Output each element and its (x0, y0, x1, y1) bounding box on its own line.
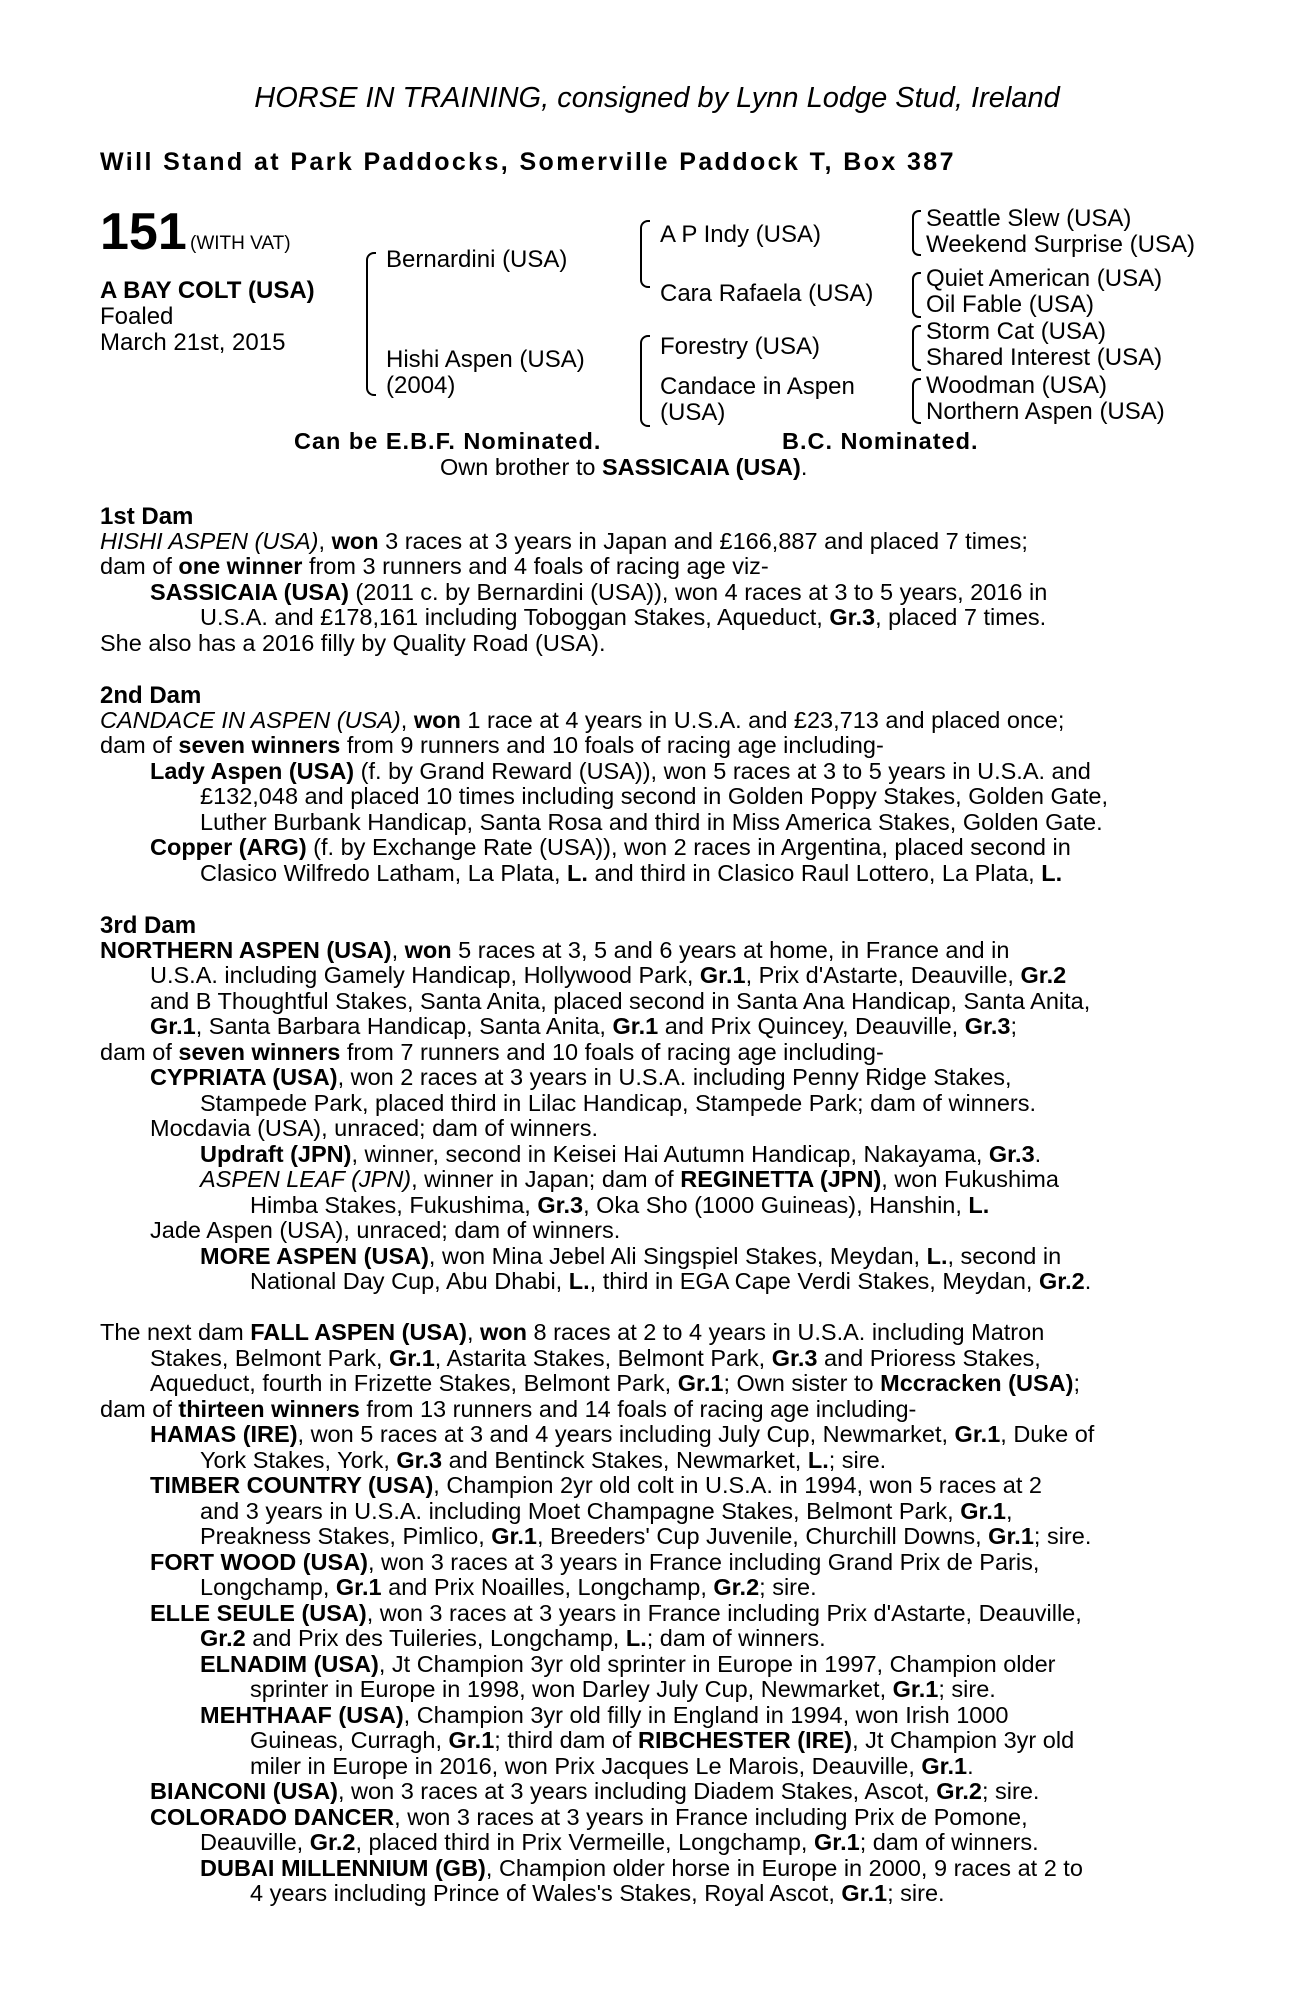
gen3-brace-1 (912, 210, 921, 256)
dam3-line: Himba Stakes, Fukushima, Gr.3, Oka Sho (1000 Guineas), Hanshin, L. (250, 1192, 990, 1218)
pedigree-dam-sire: Forestry (USA) (660, 333, 821, 360)
pedigree-sire: Bernardini (USA) (386, 246, 568, 273)
dam2-line: CANDACE IN ASPEN (USA), won 1 race at 4 years in U.S.A. and £23,713 and placed once; (100, 707, 1065, 733)
dam-line-brace (640, 335, 650, 427)
next-dam-line: BIANCONI (USA), won 3 races at 3 years including Diadem Stakes, Ascot, Gr.2; sire. (150, 1778, 1040, 1804)
dam3-line: Updraft (JPN), winner, second in Keisei Hai Autumn Handicap, Nakayama, Gr.3. (200, 1141, 1042, 1167)
dam3-line: Gr.1, Santa Barbara Handicap, Santa Anita, Gr.1 and Prix Quincey, Deauville, Gr.3; (150, 1013, 1017, 1039)
gen3-brace-2 (912, 272, 921, 318)
next-dam-line: MEHTHAAF (USA), Champion 3yr old filly in England in 1994, won Irish 1000 (200, 1702, 1009, 1728)
pedigree-dam: Hishi Aspen (USA) (386, 346, 585, 373)
next-dam-line: sprinter in Europe in 1998, won Darley July Cup, Newmarket, Gr.1; sire. (250, 1676, 996, 1702)
dam2-line: Copper (ARG) (f. by Exchange Rate (USA)), won 2 races in Argentina, placed second in (150, 834, 1071, 860)
gen3-brace-4 (912, 378, 921, 424)
own-brother-prefix: Own brother to (440, 454, 602, 480)
pedigree-ddd: Northern Aspen (USA) (926, 398, 1165, 425)
next-dam-line: ELNADIM (USA), Jt Champion 3yr old sprinter in Europe in 1997, Champion older (200, 1651, 1056, 1677)
pedigree-ssd: Weekend Surprise (USA) (926, 231, 1195, 258)
dam3-line: Stampede Park, placed third in Lilac Handicap, Stampede Park; dam of winners. (200, 1090, 1036, 1116)
next-dam-line: dam of thirteen winners from 13 runners and 14 foals of racing age including- (100, 1396, 917, 1422)
dam3-line: ASPEN LEAF (JPN), winner in Japan; dam of REGINETTA (JPN), won Fukushima (200, 1166, 1059, 1192)
pedigree-sire-dam: Cara Rafaela (USA) (660, 280, 874, 307)
own-brother-suffix: . (800, 454, 808, 480)
pedigree-dsd: Shared Interest (USA) (926, 344, 1163, 371)
next-dam-line: Stakes, Belmont Park, Gr.1, Astarita Stakes, Belmont Park, Gr.3 and Prioress Stakes, (150, 1345, 1041, 1371)
ebf-nomination: Can be E.B.F. Nominated. (294, 428, 602, 454)
stand-location: Will Stand at Park Paddocks, Somerville Paddock T, Box 387 (100, 148, 956, 176)
dam3-line: MORE ASPEN (USA), won Mina Jebel Ali Singspiel Stakes, Meydan, L., second in (200, 1243, 1062, 1269)
pedigree-sss: Seattle Slew (USA) (926, 205, 1132, 232)
next-dam-line: DUBAI MILLENNIUM (GB), Champion older horse in Europe in 2000, 9 races at 2 to (200, 1855, 1083, 1881)
dam3-line: Jade Aspen (USA), unraced; dam of winners. (150, 1217, 621, 1243)
section-1st-dam: 1st Dam (100, 503, 194, 530)
dam3-line: CYPRIATA (USA), won 2 races at 3 years in U.S.A. including Penny Ridge Stakes, (150, 1064, 1012, 1090)
next-dam-line: Guineas, Curragh, Gr.1; third dam of RIBCHESTER (IRE), Jt Champion 3yr old (250, 1727, 1075, 1753)
pedigree-dds: Woodman (USA) (926, 372, 1107, 399)
dam3-line: Mocdavia (USA), unraced; dam of winners. (150, 1115, 598, 1141)
dam3-line: U.S.A. including Gamely Handicap, Hollywood Park, Gr.1, Prix d'Astarte, Deauville, Gr.2 (150, 962, 1067, 988)
pedigree-sdd: Oil Fable (USA) (926, 291, 1095, 318)
dam3-line: National Day Cup, Abu Dhabi, L., third in EGA Cape Verdi Stakes, Meydan, Gr.2. (250, 1268, 1092, 1294)
dam1-line: She also has a 2016 filly by Quality Road (USA). (100, 630, 606, 656)
dam1-line: U.S.A. and £178,161 including Toboggan Stakes, Aqueduct, Gr.3, placed 7 times. (200, 604, 1047, 630)
pedigree-dam-dam-country: (USA) (660, 399, 726, 426)
dam1-line: dam of one winner from 3 runners and 4 foals of racing age viz- (100, 553, 769, 579)
own-brother-line (440, 454, 807, 481)
own-brother-name: SASSICAIA (USA) (601, 454, 801, 480)
next-dam-line: York Stakes, York, Gr.3 and Bentinck Stakes, Newmarket, L.; sire. (200, 1447, 887, 1473)
dam2-line: Lady Aspen (USA) (f. by Grand Reward (USA)), won 5 races at 3 to 5 years in U.S.A. and (150, 758, 1091, 784)
next-dam-line: The next dam FALL ASPEN (USA), won 8 races at 2 to 4 years in U.S.A. including Matron (100, 1319, 1045, 1345)
pedigree-dss: Storm Cat (USA) (926, 318, 1107, 345)
next-dam-line: Gr.2 and Prix des Tuileries, Longchamp, L.; dam of winners. (200, 1625, 826, 1651)
lot-description: A BAY COLT (USA) (100, 277, 315, 304)
next-dam-line: HAMAS (IRE), won 5 races at 3 and 4 years including July Cup, Newmarket, Gr.1, Duke of (150, 1421, 1095, 1447)
dam3-line: and B Thoughtful Stakes, Santa Anita, placed second in Santa Ana Handicap, Santa Anita, (150, 988, 1091, 1014)
section-2nd-dam: 2nd Dam (100, 682, 202, 709)
gen3-brace-3 (912, 325, 921, 371)
dam3-line: dam of seven winners from 7 runners and 10 foals of racing age including- (100, 1039, 884, 1065)
next-dam-line: and 3 years in U.S.A. including Moet Champagne Stakes, Belmont Park, Gr.1, (200, 1498, 1013, 1524)
dam1-line: HISHI ASPEN (USA), won 3 races at 3 years in Japan and £166,887 and placed 7 times; (100, 528, 1028, 554)
next-dam-line: ELLE SEULE (USA), won 3 races at 3 years in France including Prix d'Astarte, Deauville, (150, 1600, 1082, 1626)
bc-nomination: B.C. Nominated. (782, 428, 979, 454)
dam1-line: SASSICAIA (USA) (2011 c. by Bernardini (USA)), won 4 races at 3 to 5 years, 2016 in (150, 579, 1048, 605)
dam2-line: dam of seven winners from 9 runners and 10 foals of racing age including- (100, 732, 884, 758)
dam2-line: Clasico Wilfredo Latham, La Plata, L. and third in Clasico Raul Lottero, La Plata, L. (200, 860, 1063, 886)
next-dam-line: TIMBER COUNTRY (USA), Champion 2yr old colt in U.S.A. in 1994, won 5 races at 2 (150, 1472, 1043, 1498)
pedigree-sds: Quiet American (USA) (926, 265, 1163, 292)
next-dam-line: 4 years including Prince of Wales's Stakes, Royal Ascot, Gr.1; sire. (250, 1880, 945, 1906)
foaled-label: Foaled (100, 303, 174, 330)
sire-line-brace (640, 220, 650, 288)
next-dam-line: COLORADO DANCER, won 3 races at 3 years in France including Prix de Pomone, (150, 1804, 1028, 1830)
next-dam-line: Preakness Stakes, Pimlico, Gr.1, Breeders' Cup Juvenile, Churchill Downs, Gr.1; sire. (200, 1523, 1092, 1549)
next-dam-line: Aqueduct, fourth in Frizette Stakes, Belmont Park, Gr.1; Own sister to Mccracken (USA); (150, 1370, 1080, 1396)
sire-dam-brace (366, 252, 376, 396)
pedigree-dam-dam: Candace in Aspen (660, 373, 855, 400)
pedigree-sire-sire: A P Indy (USA) (660, 221, 821, 248)
lot-number: 151 (100, 203, 187, 261)
next-dam-line: Deauville, Gr.2, placed third in Prix Vermeille, Longchamp, Gr.1; dam of winners. (200, 1829, 1039, 1855)
section-3rd-dam: 3rd Dam (100, 912, 197, 939)
dam2-line: Luther Burbank Handicap, Santa Rosa and third in Miss America Stakes, Golden Gate. (200, 809, 1103, 835)
dam2-line: £132,048 and placed 10 times including second in Golden Poppy Stakes, Golden Gate, (200, 783, 1108, 809)
dam3-line: NORTHERN ASPEN (USA), won 5 races at 3, 5 and 6 years at home, in France and in (100, 937, 1010, 963)
foaled-date: March 21st, 2015 (100, 329, 286, 356)
next-dam-line: miler in Europe in 2016, won Prix Jacques Le Marois, Deauville, Gr.1. (250, 1753, 974, 1779)
page-title: HORSE IN TRAINING, consigned by Lynn Lodge Stud, Ireland (254, 82, 1060, 114)
next-dam-line: FORT WOOD (USA), won 3 races at 3 years in France including Grand Prix de Paris, (150, 1549, 1040, 1575)
vat-label: (WITH VAT) (190, 233, 291, 254)
next-dam-line: Longchamp, Gr.1 and Prix Noailles, Longchamp, Gr.2; sire. (200, 1574, 817, 1600)
pedigree-dam-year: (2004) (386, 372, 456, 399)
